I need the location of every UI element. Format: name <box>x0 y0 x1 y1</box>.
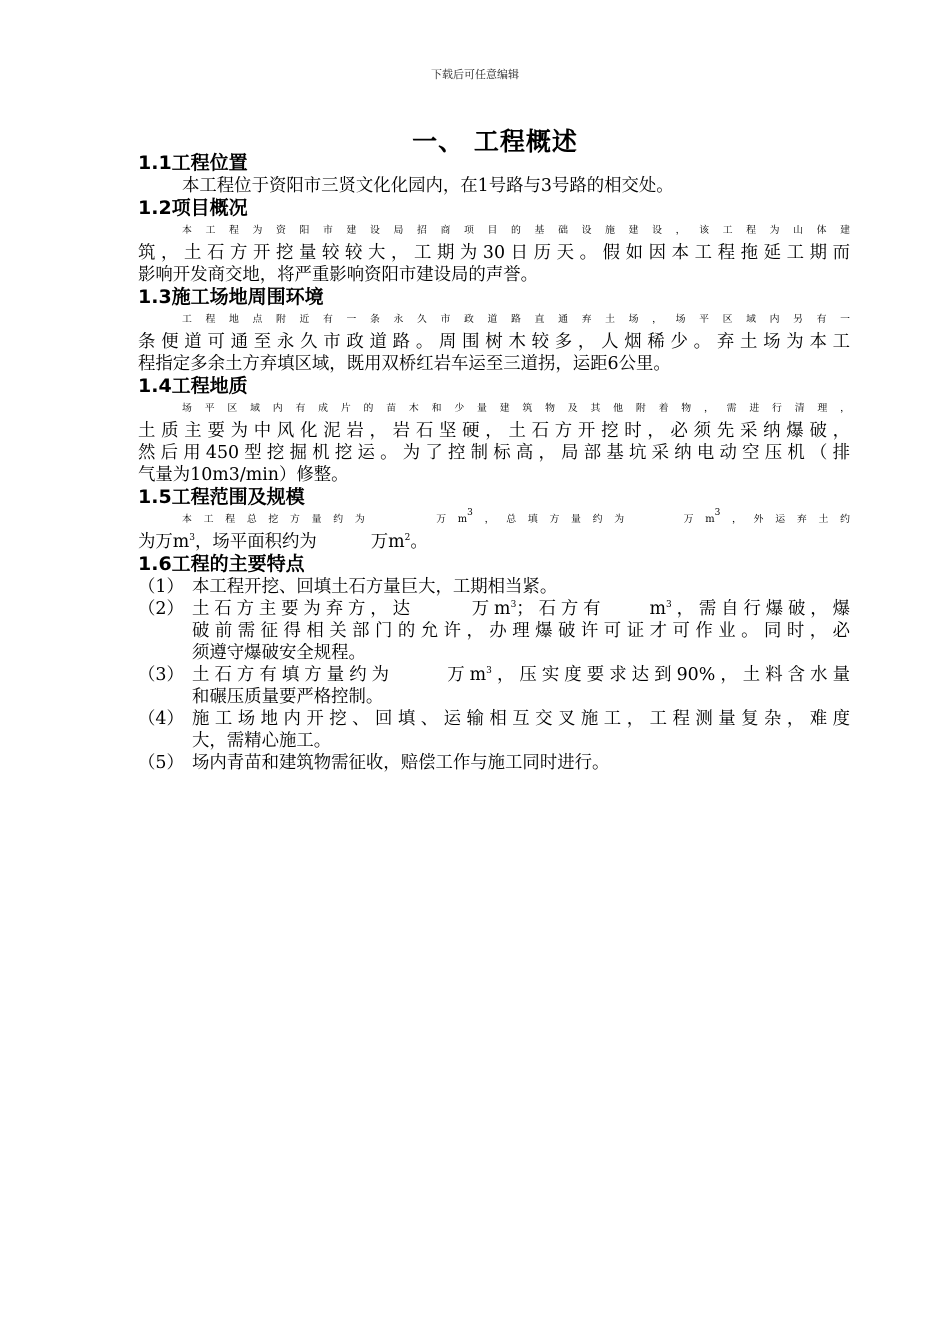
text-fragment: ，外运弃土约 <box>720 514 850 525</box>
text-line: 本工程为资阳市建设局招商项目的基础设施建设，该工程为山体建 <box>182 225 850 236</box>
text-line: 施工场地内开挖、回填、运输相互交叉施工，工程测量复杂，难度 <box>192 709 850 729</box>
text-line: 气量为10m3/min）修整。 <box>138 465 349 485</box>
superscript: 2 <box>404 533 411 543</box>
text-line: 本工程位于资阳市三贤文化化园内，在1号路与3号路的相交处。 <box>182 176 674 196</box>
superscript: 3 <box>189 533 196 543</box>
text-fragment: ，场平面积约为 <box>195 532 317 552</box>
text-line: 条便道可通至永久市政道路。周围树木较多，人烟稀少。弃土场为本工 <box>138 332 850 352</box>
list-number: （3） <box>138 665 184 685</box>
text-fragment: 土石方有填方量约为 <box>192 665 395 685</box>
list-number: （4） <box>138 709 184 729</box>
list-item <box>138 708 850 752</box>
text-fragment: 万m <box>671 514 715 525</box>
text-line <box>138 509 850 531</box>
text-line: 程指定多余土方弃填区域，既用双桥红岩车运至三道拐，运距6公里。 <box>138 354 671 374</box>
section-heading-1-5: 1.5工程范围及规模 <box>138 486 305 508</box>
text-line: 须遵守爆破安全规程。 <box>192 643 366 663</box>
text-line: 工程地点附近有一条永久市政道路直通弃土场，场平区域内另有一 <box>182 314 850 325</box>
section-heading-1-2: 1.2项目概况 <box>138 197 248 219</box>
text-line: 然后用450型挖掘机挖运。为了控制标高，局部基坑采纳电动空压机（排 <box>138 443 850 463</box>
text-line: 土质主要为中风化泥岩，岩石坚硬，土石方开挖时，必须先采纳爆破， <box>138 421 850 441</box>
section-heading-1-4: 1.4工程地质 <box>138 375 248 397</box>
section-1-5-text <box>138 509 850 553</box>
text-line: 大，需精心施工。 <box>192 731 332 751</box>
section-1-1-text <box>138 175 850 197</box>
text-fragment: 为万m <box>138 532 190 552</box>
list-item <box>138 598 850 664</box>
text-fragment: 万m <box>424 514 468 525</box>
section-1-4-text <box>138 398 850 486</box>
superscript: 3 <box>510 600 517 610</box>
text-line: 场内青苗和建筑物需征收，赔偿工作与施工同时进行。 <box>192 753 610 773</box>
text-line: 影响开发商交地，将严重影响资阳市建设局的声誉。 <box>138 265 538 285</box>
list-item <box>138 664 850 708</box>
section-heading-1-1: 1.1工程位置 <box>138 152 248 174</box>
text-line: 场平区域内有成片的苗木和少量建筑物及其他附着物，需进行清理， <box>182 403 850 414</box>
text-fragment: 万m <box>370 532 405 552</box>
superscript: 3 <box>714 508 721 518</box>
text-fragment: ；石方有 <box>516 599 606 619</box>
list-item <box>138 576 850 598</box>
list-number: （1） <box>138 577 184 597</box>
list-number: （5） <box>138 753 184 773</box>
text-line: 和碾压质量要严格控制。 <box>192 687 384 707</box>
section-heading-1-3: 1.3施工场地周围环境 <box>138 286 324 308</box>
page-header: 下载后可任意编辑 <box>431 68 519 81</box>
text-fragment: ，压实度要求达到90%，土料含水量 <box>491 665 850 685</box>
text-fragment: 土石方主要为弃方，达 <box>192 599 415 619</box>
text-fragment: 。 <box>410 532 428 552</box>
text-line: 本工程开挖、回填土石方量巨大，工期相当紧。 <box>192 577 558 597</box>
text-fragment: ，需自行爆破，爆 <box>671 599 850 619</box>
section-1-3-text <box>138 309 850 375</box>
list-item <box>138 752 850 774</box>
document-body <box>138 152 850 774</box>
text-line: 筑，土石方开挖量较较大，工期为30日历天。假如因本工程拖延工期而 <box>138 243 850 263</box>
text-fragment: 万m <box>466 599 511 619</box>
text-fragment: 万m <box>442 665 487 685</box>
text-line <box>138 531 850 553</box>
superscript: 3 <box>467 508 473 518</box>
text-fragment: ，总填方量约为 <box>472 514 636 525</box>
section-heading-1-6: 1.6工程的主要特点 <box>138 553 305 575</box>
text-line <box>192 664 850 686</box>
list-number: （2） <box>138 599 184 619</box>
section-1-2-text <box>138 220 850 286</box>
text-fragment: m <box>649 599 666 619</box>
text-line <box>192 598 850 620</box>
text-line: 破前需征得相关部门的允许，办理爆破许可证才可作业。同时，必 <box>192 621 850 641</box>
superscript: 3 <box>486 666 492 676</box>
superscript: 3 <box>665 600 672 610</box>
page-title: 一、 工程概述 <box>412 127 578 156</box>
text-fragment: 本工程总挖方量约为 <box>182 514 377 525</box>
